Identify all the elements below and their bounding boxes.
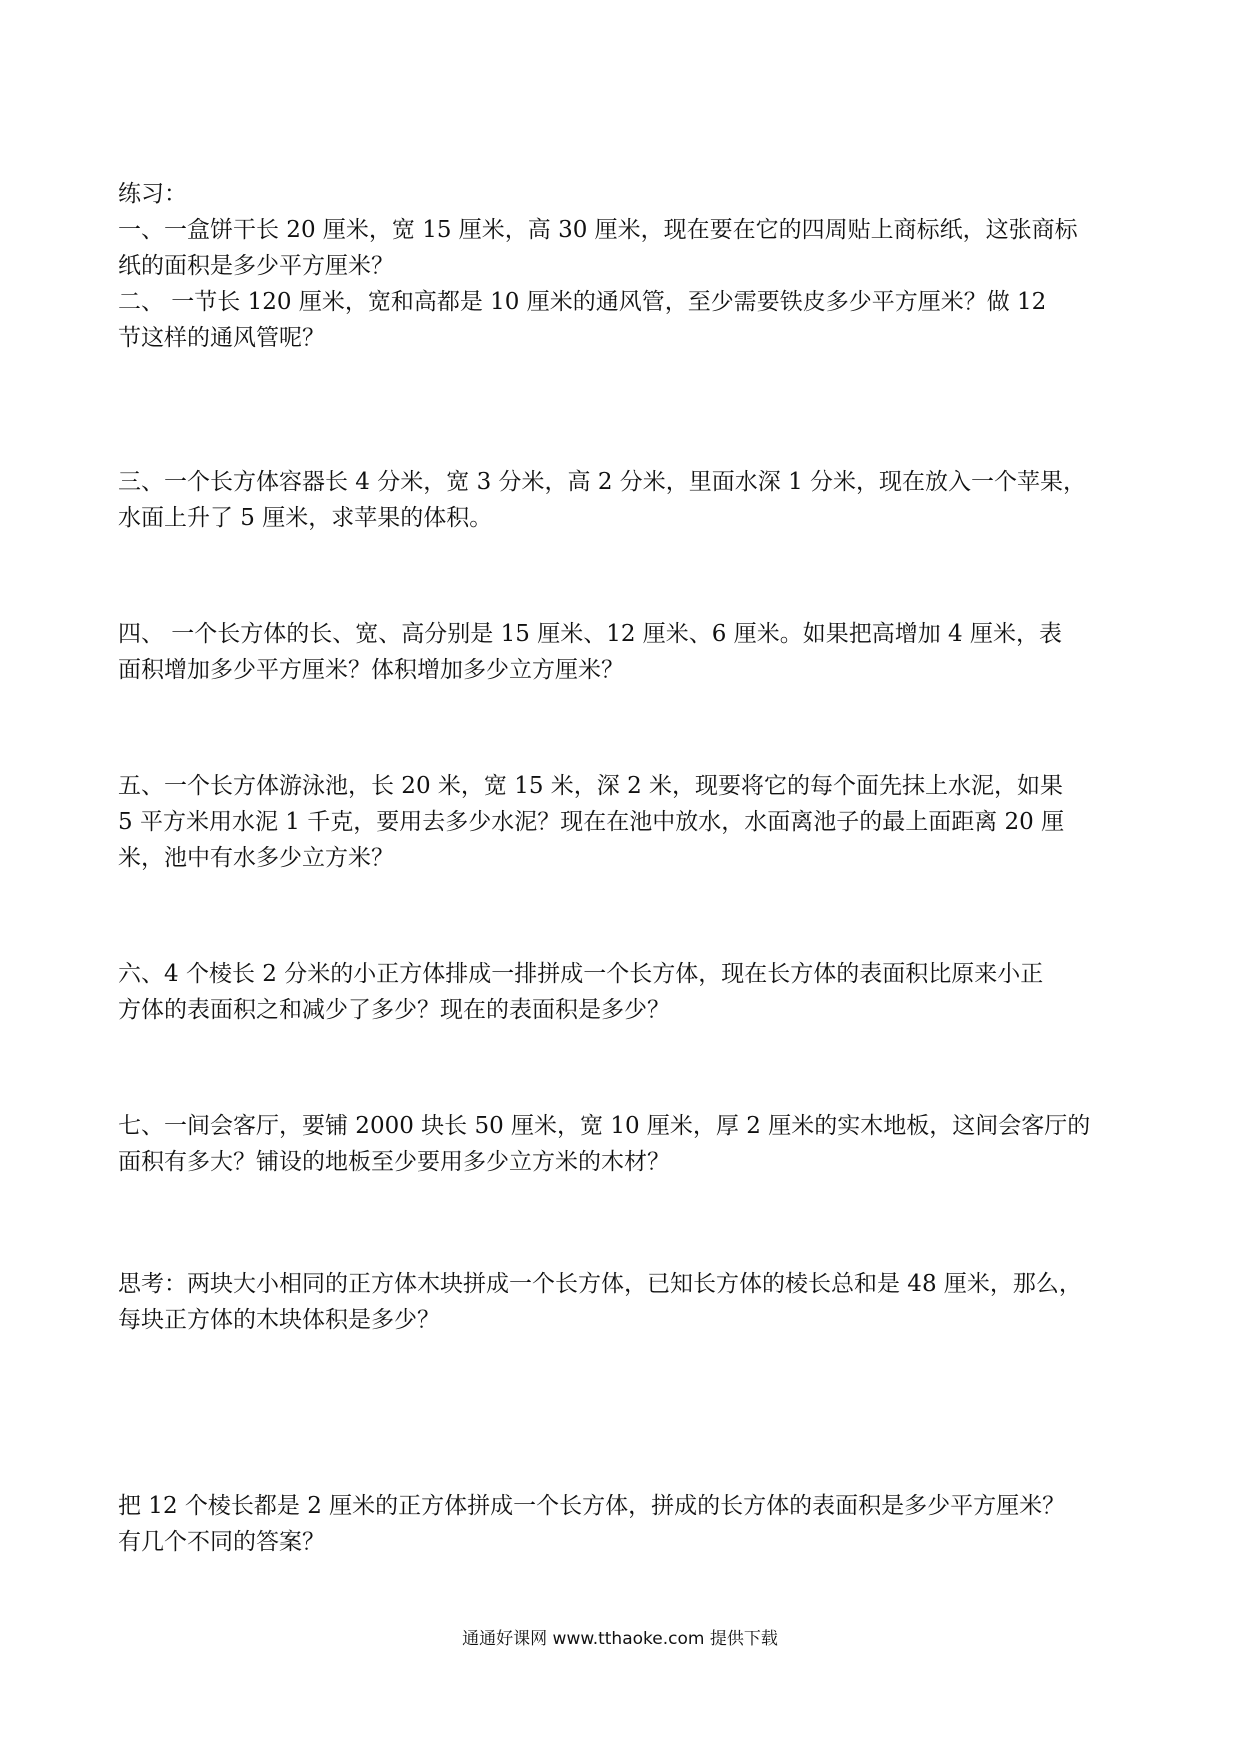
problem-5 [118,768,1138,876]
problem-text-line: 六、4 个棱长 2 分米的小正方体排成一排拼成一个长方体，现在长方体的表面积比原来小正 [118,961,1044,987]
problem-text-line: 七、一间会客厅，要铺 2000 块长 50 厘米，宽 10 厘米，厚 2 厘米的实木地板，这间会客厅的 [118,1113,1091,1139]
problem-text-line: 四、 一个长方体的长、宽、高分别是 15 厘米、12 厘米、6 厘米。如果把高增加 4 厘米，表 [118,621,1062,647]
problem-text-line: 有几个不同的答案？ [118,1529,325,1555]
problem-2 [118,284,1138,356]
problem-text-line: 米，池中有水多少立方米？ [118,845,394,871]
problem-text-line: 二、 一节长 120 厘米，宽和高都是 10 厘米的通风管，至少需要铁皮多少平方厘米？做 12 [118,289,1047,315]
problem-text-line: 把 12 个棱长都是 2 厘米的正方体拼成一个长方体，拼成的长方体的表面积是多少平方厘米？ [118,1493,1066,1519]
worksheet-body [118,176,1138,1560]
extra-problem [118,1488,1138,1560]
page-footer: 通通好课网 www.tthaoke.com 提供下载 [462,1629,778,1649]
problem-6 [118,956,1138,1028]
problem-text-line: 思考：两块大小相同的正方体木块拼成一个长方体，已知长方体的棱长总和是 48 厘米，那么， [118,1271,1082,1297]
problem-1 [118,212,1138,284]
problem-text-line: 每块正方体的木块体积是多少？ [118,1307,440,1333]
worksheet-heading: 练习： [118,181,187,207]
problem-text-line: 面积有多大？铺设的地板至少要用多少立方米的木材？ [118,1149,670,1175]
problem-4 [118,616,1138,688]
problem-text-line: 纸的面积是多少平方厘米？ [118,253,394,279]
thinking-problem [118,1266,1138,1338]
problem-text-line: 一、一盒饼干长 20 厘米，宽 15 厘米，高 30 厘米，现在要在它的四周贴上商标纸，这张商标 [118,217,1078,243]
problem-text-line: 方体的表面积之和减少了多少？现在的表面积是多少？ [118,997,670,1023]
problem-text-line: 三、一个长方体容器长 4 分米，宽 3 分米，高 2 分米，里面水深 1 分米，现在放入一个苹果， [118,469,1087,495]
problem-text-line: 水面上升了 5 厘米，求苹果的体积。 [118,505,493,531]
problem-text-line: 面积增加多少平方厘米？体积增加多少立方厘米？ [118,657,624,683]
problem-7 [118,1108,1138,1180]
problem-text-line: 5 平方米用水泥 1 千克，要用去多少水泥？现在在池中放水，水面离池子的最上面距离 20 厘 [118,809,1065,835]
problem-text-line: 五、一个长方体游泳池，长 20 米，宽 15 米，深 2 米，现要将它的每个面先抹上水泥，如果 [118,773,1064,799]
problem-3 [118,464,1138,536]
problem-text-line: 节这样的通风管呢？ [118,325,325,351]
